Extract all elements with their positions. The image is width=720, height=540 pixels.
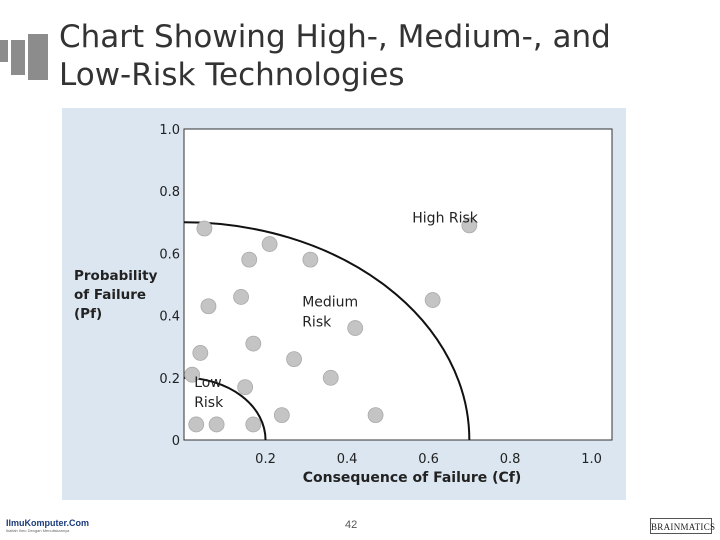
x-tick-label: 0.4 xyxy=(336,452,358,467)
y-axis-label: (Pf) xyxy=(74,306,103,322)
y-tick-label: 0.6 xyxy=(159,247,180,263)
title-accent-bar-1 xyxy=(0,40,8,62)
data-point xyxy=(246,417,261,432)
data-point xyxy=(303,252,318,267)
data-point xyxy=(242,252,257,267)
footer-source-logo xyxy=(6,518,89,533)
data-point xyxy=(189,417,204,432)
data-point xyxy=(201,299,216,314)
y-tick-label: 0.8 xyxy=(159,185,180,201)
page-number: 42 xyxy=(345,519,358,531)
data-point xyxy=(238,380,253,395)
region-label: Medium xyxy=(302,294,359,311)
data-point xyxy=(425,293,440,308)
region-label: Risk xyxy=(302,314,332,331)
y-axis-label: Probability xyxy=(74,268,158,284)
x-axis-label: Consequence of Failure (Cf) xyxy=(302,470,522,486)
data-point xyxy=(246,336,261,351)
footer-source-name: IlmuKomputer.Com xyxy=(6,518,90,528)
data-point xyxy=(193,345,208,360)
data-point xyxy=(197,221,212,236)
region-label: Low xyxy=(194,375,222,392)
y-tick-label: 0 xyxy=(171,434,180,449)
region-label: High Risk xyxy=(412,210,478,227)
y-tick-label: 0.2 xyxy=(159,371,180,387)
x-tick-label: 1.0 xyxy=(581,452,602,467)
title-accent-bar-2 xyxy=(11,40,25,75)
title-accent-bar-3 xyxy=(28,34,48,80)
risk-chart xyxy=(62,108,626,500)
data-point xyxy=(323,370,338,385)
x-tick-label: 0.8 xyxy=(499,452,521,467)
y-tick-label: 0.4 xyxy=(159,309,180,325)
data-point xyxy=(274,408,289,423)
data-point xyxy=(209,417,224,432)
y-axis-label: of Failure xyxy=(74,287,147,303)
data-point xyxy=(234,289,249,304)
x-tick-label: 0.2 xyxy=(255,452,276,467)
footer-brand-logo: BRAINMATICS xyxy=(650,518,712,534)
footer-source-tagline: Ikatlah Ilmu Dengan Menuliskannya xyxy=(6,528,70,533)
slide-title: Chart Showing High-, Medium-, and Low-Risk Technologies xyxy=(59,19,611,93)
data-point xyxy=(287,352,302,367)
data-point xyxy=(262,237,277,252)
region-label: Risk xyxy=(194,395,224,412)
y-tick-label: 1.0 xyxy=(159,123,180,138)
data-point xyxy=(348,321,363,336)
x-tick-label: 0.6 xyxy=(418,452,439,467)
data-point xyxy=(368,408,383,423)
